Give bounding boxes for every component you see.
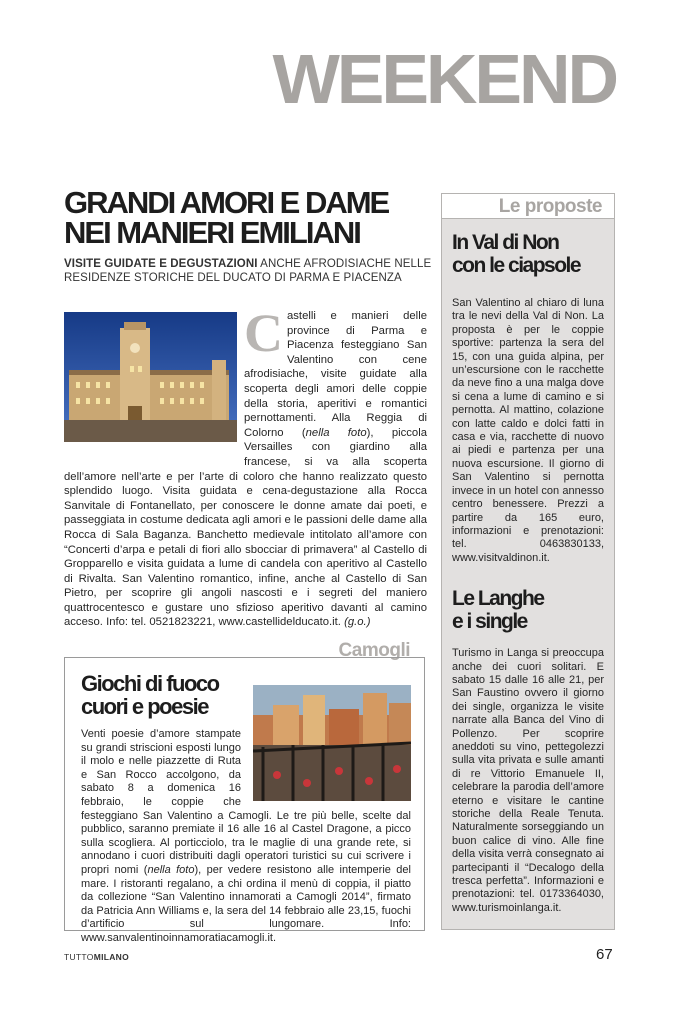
headline-line-1: GRANDI AMORI E DAME <box>64 185 389 220</box>
camogli-title-line-1: Giochi di fuoco <box>81 671 219 696</box>
proposals-sidebar <box>441 193 615 930</box>
langhe-text: Turismo in Langa si preoccupa anche dei cuori solitari. E sabato 15 dalle 16 alle 21, per San Faustino ovvero il giorno dei single, organizza le visite narrate alla Banca del Vino di Pollenzo. Per scoprire aneddoti su vino, pettegolezzi sulla vita privata e sulle amanti di re Vittorio Emanuele II, celebrare la parodia dell’amore eterno e visitare le cantine storiche della Reale Tenuta. Naturalmente sorseggiando un buon calice di vino. Alle fine della visita verrà consegnato ai partecipanti il “Decalogo della tresca perfetta”. Informazioni e prenotazioni: tel. 0173364030, www.turismoinlanga.it. <box>452 647 604 914</box>
val-di-non-title-line-2: con le ciapsole <box>452 254 581 277</box>
page-number: 67 <box>596 946 613 963</box>
article-photo-caption: nella foto <box>305 426 367 439</box>
camogli-title-line-2: cuori e poesie <box>81 694 208 719</box>
camogli-text-part-2: ), per vedere resistono alle intemperie del mare. I ristoranti regalano, a chi ordina il menù di coppia, il piatto da collezione “San Valentino innamorati a Camogli 2014”, firmato da Patricia Ann Williams e, la sera del 14 febbraio alle 23,15, fuochi d’artificio sul lungomare. Info: www.sanvalentinoinnamoratiacamogli.it. <box>81 863 411 944</box>
val-di-non-title <box>442 231 614 277</box>
langhe-title-line-2: e i single <box>452 610 527 634</box>
langhe-title <box>442 587 614 633</box>
article-kicker <box>64 257 439 285</box>
brand-bold: MILANO <box>93 952 130 962</box>
magazine-section-title: WEEKEND <box>272 40 616 118</box>
headline-line-2: NEI MANIERI EMILIANI <box>64 215 360 250</box>
langhe-title-line-1: Le Langhe <box>452 587 544 611</box>
camogli-location-tag: Camogli <box>338 640 410 661</box>
kicker-rest: ANCHE AFRODISIACHE NELLE RESIDENZE STORICHE DEL DUCATO DI PARMA E PIACENZA <box>64 258 432 284</box>
magazine-brand <box>64 952 129 962</box>
camogli-box <box>64 657 425 944</box>
brand-light: TUTTO <box>64 952 94 962</box>
photo-placeholder <box>64 309 244 455</box>
camogli-photo-caption: nella foto <box>147 863 195 876</box>
photo-placeholder <box>241 728 411 806</box>
sidebar-header: Le proposte <box>442 194 614 219</box>
camogli-body <box>81 728 411 946</box>
article-text-part-2: ), piccola Versailles con giardino alla francese, si va alla scoperta dell’amore nell’arte e per l’arte di coloro che hanno realizzato questo splendido luogo. Visita guidata e cena-degustazione alla Rocca Sanvitale di Fontanellato, per conoscere le donne amate dai poeti, e passeggiata in costume dedicata agli amori e le passioni delle dame alla Rocca di Sala Baganza. Banchetto medievale intitolato all’amore con “Concerti d’arpa e petali di fiori allo sbocciar di primavera” al Castello di Gropparello e visita guidata a lume di candela con aperitivo al Castello di Rivalta. San Valentino romantico, infine, anche al Castello di San Pietro, per scoprire gli angoli nascosti e i segreti del maniero quattrocentesco e gustare uno sfizioso aperitivo davanti al camino acceso. Info: tel. 0521823221, www.castellidelducato.it. <box>64 426 427 629</box>
camogli-title <box>81 672 271 718</box>
article-body <box>64 303 427 630</box>
article-text-part-1: astelli e manieri delle province di Parma e Piacenza festeggiano San Valentino con cene afrodisiache, visite guidate alla scoperta degli amori delle coppie della storia, aperitivi e romantici pernottamenti. Alla Reggia di Colorno ( <box>244 310 427 439</box>
drop-cap: C <box>244 303 283 363</box>
camogli-text-part-1: Venti poesie d’amore stampate su grandi striscioni esposti lungo il molo e nelle piazzette di Ruta e San Rocco accolgono, da sabato 8 a domenica 16 febbraio, le coppie che festeggiano San Valentino a Camogli. Le tre più belle, scelte dal pubblico, saranno premiate il 16 alle 16 al Castel Dragone, a picco sulla scogliera. Al porticciolo, tra le maglie di una grande rete, si annodano i cuori distribuiti dagli operatori turistici su cui scrivere i propri nomi ( <box>81 728 411 876</box>
kicker-bold: VISITE GUIDATE E DEGUSTAZIONI <box>64 258 258 270</box>
article-signature: (g.o.) <box>344 616 371 629</box>
val-di-non-title-line-1: In Val di Non <box>452 231 559 254</box>
article-headline <box>64 185 444 250</box>
val-di-non-text: San Valentino al chiaro di luna tra le nevi della Val di Non. La proposta è per le coppie sportive: partenza la sera del 15, con una guida alpina, per un’escursione con le racchette da neve fino a una malga dove si cena a lume di camino e si pernotta. Al mattino, colazione con latte caldo e dolci fatti in casa e via, racchette di nuovo ai piedi e partenza per una nuova escursione. Il giorno di San Valentino si pernotta invece in un hotel con annesso centro benessere. Prezzi a partire da 165 euro, informazioni e prenotazioni: tel. 0463830133, www.visitvaldinon.it. <box>452 297 604 564</box>
